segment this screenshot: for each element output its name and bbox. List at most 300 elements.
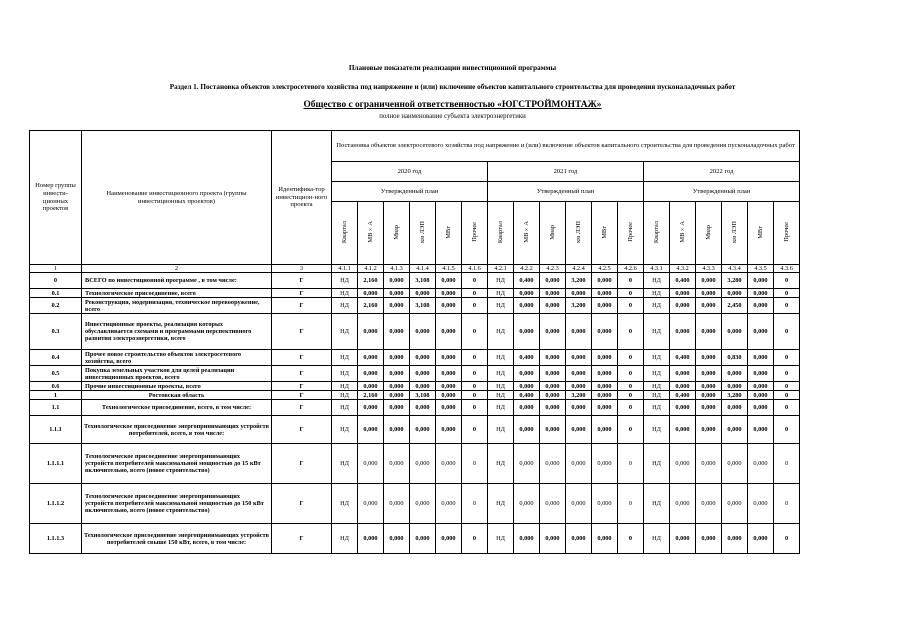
value-cell: 0: [618, 444, 644, 484]
value-cell: 3,280: [722, 273, 748, 289]
value-cell: 0,000: [514, 289, 540, 298]
value-cell: 0,000: [384, 524, 410, 554]
value-cell: 0,000: [410, 366, 436, 382]
value-cell: 0,000: [384, 416, 410, 444]
value-cell: 0,000: [436, 273, 462, 289]
index-cell: 4.3.2: [670, 265, 696, 273]
value-cell: 0,000: [722, 484, 748, 524]
value-cell: 0,000: [670, 289, 696, 298]
row-id: Г: [272, 484, 332, 524]
value-cell: НД: [644, 289, 670, 298]
row-number: 0.2: [30, 298, 82, 314]
index-cell: 4.2.6: [618, 265, 644, 273]
value-cell: 2,160: [358, 273, 384, 289]
value-cell: 2,450: [722, 298, 748, 314]
row-name: Технологическое присоединение энергопринимающих устройств потребителей, всего, в том числе:: [82, 416, 272, 444]
value-cell: 0,000: [384, 400, 410, 416]
row-id: Г: [272, 524, 332, 554]
value-cell: 0,000: [670, 416, 696, 444]
row-id: Г: [272, 314, 332, 350]
value-cell: 0: [462, 484, 488, 524]
value-cell: 0,000: [436, 444, 462, 484]
subheader-cell: [462, 202, 488, 265]
row-id: Г: [272, 298, 332, 314]
value-cell: 0,000: [566, 382, 592, 391]
value-cell: 3,108: [410, 273, 436, 289]
value-cell: 0,000: [358, 350, 384, 366]
value-cell: 0,400: [670, 273, 696, 289]
value-cell: НД: [488, 391, 514, 400]
row-id: Г: [272, 444, 332, 484]
value-cell: НД: [488, 416, 514, 444]
value-cell: НД: [332, 289, 358, 298]
value-cell: 0,000: [696, 400, 722, 416]
value-cell: 0,000: [410, 484, 436, 524]
value-cell: 0: [462, 273, 488, 289]
value-cell: НД: [644, 350, 670, 366]
value-cell: 0,000: [748, 382, 774, 391]
value-cell: 0,000: [748, 350, 774, 366]
value-cell: 0,000: [410, 444, 436, 484]
row-name: Технологическое присоединение энергопринимающих устройств потребителей максимальной мощностью до 150 кВт включительно, всего (новое строительство): [82, 484, 272, 524]
value-cell: 0,000: [592, 273, 618, 289]
value-cell: 0: [618, 350, 644, 366]
table-row: [30, 298, 800, 314]
index-cell: 4.2.1: [488, 265, 514, 273]
value-cell: НД: [644, 524, 670, 554]
row-name: Технологическое присоединение энергопринимающих устройств потребителей свыше 150 кВт, всего, в том числе:: [82, 524, 272, 554]
value-cell: 0,000: [436, 314, 462, 350]
value-cell: 0,000: [722, 314, 748, 350]
row-number: 1.1.1: [30, 416, 82, 444]
subheader-cell: [488, 202, 514, 265]
subheader-label: МВ×А: [678, 221, 686, 243]
value-cell: 0,000: [410, 382, 436, 391]
value-cell: 0,000: [592, 484, 618, 524]
subheader-label: Квартал: [652, 220, 660, 243]
index-cell: 4.3.6: [774, 265, 800, 273]
value-cell: 0,000: [566, 350, 592, 366]
value-cell: 0,000: [592, 298, 618, 314]
subheader-cell: [670, 202, 696, 265]
value-cell: НД: [644, 382, 670, 391]
value-cell: 0,000: [358, 289, 384, 298]
value-cell: 3,108: [410, 391, 436, 400]
value-cell: 0: [774, 298, 800, 314]
index-cell: 4.2.5: [592, 265, 618, 273]
row-name: Технологическое присоединение, всего: [82, 289, 272, 298]
value-cell: 0,000: [540, 416, 566, 444]
index-cell: 4.2.2: [514, 265, 540, 273]
subheader-cell: [774, 202, 800, 265]
row-number: 0.4: [30, 350, 82, 366]
value-cell: 0: [462, 444, 488, 484]
value-cell: НД: [332, 350, 358, 366]
value-cell: 0,000: [436, 391, 462, 400]
value-cell: НД: [332, 366, 358, 382]
value-cell: НД: [644, 400, 670, 416]
value-cell: 0,000: [514, 314, 540, 350]
value-cell: НД: [488, 314, 514, 350]
value-cell: 3,108: [410, 298, 436, 314]
value-cell: НД: [644, 391, 670, 400]
header-year-2020: 2020 год: [332, 162, 488, 182]
value-cell: 0,000: [436, 416, 462, 444]
value-cell: 0,000: [696, 391, 722, 400]
row-id: Г: [272, 273, 332, 289]
value-cell: 2,160: [358, 298, 384, 314]
value-cell: 0: [618, 273, 644, 289]
value-cell: 0,000: [436, 298, 462, 314]
row-id: Г: [272, 416, 332, 444]
value-cell: 0,000: [540, 366, 566, 382]
value-cell: 0: [618, 524, 644, 554]
subheader-cell: [332, 202, 358, 265]
header-year-2021: 2021 год: [488, 162, 644, 182]
value-cell: 0,000: [514, 298, 540, 314]
value-cell: 0,000: [696, 484, 722, 524]
row-number: 1: [30, 391, 82, 400]
value-cell: 0,000: [566, 416, 592, 444]
row-name: ВСЕГО по инвестиционной программе , в том числе:: [82, 273, 272, 289]
index-cell: 4.3.5: [748, 265, 774, 273]
value-cell: 0: [774, 391, 800, 400]
value-cell: 0,000: [358, 484, 384, 524]
subheader-label: МВт: [600, 225, 608, 239]
company-caption: полное наименование субъекта электроэнергетики: [379, 113, 526, 120]
index-cell: 4.2.4: [566, 265, 592, 273]
row-name: Прочее новое строительство объектов электросетевого хозяйства, всего: [82, 350, 272, 366]
value-cell: 0,000: [592, 400, 618, 416]
value-cell: 0,000: [592, 444, 618, 484]
value-cell: 0: [774, 524, 800, 554]
subheader-label: км ЛЭП: [418, 220, 426, 243]
row-name: Технологическое присоединение энергопринимающих устройств потребителей максимальной мощностью до 15 кВт включительно, всего (новое строительство): [82, 444, 272, 484]
value-cell: 0,000: [722, 289, 748, 298]
value-cell: НД: [332, 298, 358, 314]
header-plan-2021: Утвержденный план: [488, 182, 644, 202]
value-cell: 0,000: [540, 382, 566, 391]
subheader-label: МВ×А: [366, 221, 374, 243]
subheader-cell: [696, 202, 722, 265]
header-main-title: Постановка объектов электросетевого хозяйства под напряжение и (или) включение объектов капитального строительства для проведения пусконаладочных работ: [332, 131, 800, 162]
subheader-label: км ЛЭП: [730, 220, 738, 243]
value-cell: 0,000: [696, 382, 722, 391]
subheader-cell: [722, 202, 748, 265]
value-cell: НД: [488, 524, 514, 554]
value-cell: НД: [644, 314, 670, 350]
value-cell: 0,400: [670, 391, 696, 400]
index-cell: 4.1.2: [358, 265, 384, 273]
value-cell: 0,000: [696, 366, 722, 382]
value-cell: 0: [462, 391, 488, 400]
value-cell: 0,000: [592, 350, 618, 366]
value-cell: НД: [488, 400, 514, 416]
value-cell: 0,000: [670, 382, 696, 391]
value-cell: 0,000: [566, 314, 592, 350]
value-cell: 0,830: [722, 350, 748, 366]
header-project-id: Идентифика-тор инвестицион-ного проекта: [272, 131, 332, 265]
value-cell: 0,000: [410, 350, 436, 366]
subheader-cell: [592, 202, 618, 265]
value-cell: 0,000: [384, 350, 410, 366]
value-cell: 0,000: [748, 314, 774, 350]
value-cell: 0,000: [384, 382, 410, 391]
value-cell: 0,000: [540, 524, 566, 554]
value-cell: 0,000: [384, 298, 410, 314]
value-cell: 0,000: [384, 366, 410, 382]
subheader-label: Мвар: [392, 224, 400, 240]
investment-table: [29, 130, 800, 554]
value-cell: 0,000: [384, 391, 410, 400]
row-name: Ростовская область: [82, 391, 272, 400]
value-cell: 0,000: [540, 400, 566, 416]
value-cell: 0,000: [514, 400, 540, 416]
row-name: Инвестиционные проекты, реализация которых обуславливается схемами и программами перспективного развития электроэнергетики, всего: [82, 314, 272, 350]
value-cell: 0,000: [410, 314, 436, 350]
section-title: Раздел 1. Постановка объектов электросетевого хозяйства под напряжение и (или) включение объектов капитального строительства для проведения пусконаладочных работ: [169, 83, 736, 91]
row-number: 1.1: [30, 400, 82, 416]
value-cell: 0: [618, 400, 644, 416]
subheader-cell: [410, 202, 436, 265]
value-cell: 0,000: [748, 298, 774, 314]
value-cell: НД: [488, 444, 514, 484]
value-cell: 0: [618, 298, 644, 314]
value-cell: 0,000: [358, 382, 384, 391]
value-cell: 0,000: [436, 524, 462, 554]
subheader-label: Мвар: [704, 224, 712, 240]
value-cell: 0,000: [748, 366, 774, 382]
value-cell: 0,000: [592, 366, 618, 382]
value-cell: НД: [332, 391, 358, 400]
program-title: Плановые показатели реализации инвестиционной программы: [348, 64, 557, 72]
table-row: [30, 314, 800, 350]
value-cell: 0: [774, 416, 800, 444]
subheader-label: Прочее: [782, 222, 790, 242]
subheader-cell: [436, 202, 462, 265]
value-cell: 0,400: [514, 350, 540, 366]
index-cell: 1: [30, 265, 82, 273]
subheader-label: Прочее: [626, 222, 634, 242]
value-cell: 0: [462, 289, 488, 298]
value-cell: 0,000: [540, 273, 566, 289]
index-cell: 3: [272, 265, 332, 273]
value-cell: 0: [774, 289, 800, 298]
value-cell: НД: [644, 366, 670, 382]
value-cell: 0,000: [670, 484, 696, 524]
row-number: 1.1.1.1: [30, 444, 82, 484]
value-cell: 0: [618, 391, 644, 400]
value-cell: 0: [774, 382, 800, 391]
index-cell: 4.1.1: [332, 265, 358, 273]
value-cell: 0,000: [592, 382, 618, 391]
index-cell: 4.1.3: [384, 265, 410, 273]
value-cell: 0,000: [358, 314, 384, 350]
index-cell: 4.1.5: [436, 265, 462, 273]
value-cell: 0: [774, 273, 800, 289]
value-cell: 0,000: [566, 366, 592, 382]
table-row: [30, 350, 800, 366]
row-name: Покупка земельных участков для целей реализации инвестиционных проектов, всего: [82, 366, 272, 382]
value-cell: 0,000: [670, 444, 696, 484]
header-project-name: Наименование инвестиционного проекта (группы инвестиционных проектов): [82, 131, 272, 265]
value-cell: НД: [332, 400, 358, 416]
value-cell: 0: [618, 366, 644, 382]
value-cell: 0,000: [696, 314, 722, 350]
row-name: Технологическое присоединение, всего, в том числе:: [82, 400, 272, 416]
subheader-cell: [358, 202, 384, 265]
value-cell: 0: [462, 298, 488, 314]
value-cell: 0,000: [696, 298, 722, 314]
header-plan-2022: Утвержденный план: [644, 182, 800, 202]
value-cell: 0: [618, 484, 644, 524]
value-cell: 3,280: [722, 391, 748, 400]
subheader-label: Прочее: [470, 222, 478, 242]
table-row: [30, 289, 800, 298]
index-cell: 4.2.3: [540, 265, 566, 273]
row-id: Г: [272, 400, 332, 416]
value-cell: 0,000: [514, 524, 540, 554]
value-cell: НД: [332, 273, 358, 289]
value-cell: 0,000: [670, 400, 696, 416]
value-cell: 0,000: [566, 400, 592, 416]
value-cell: 0,000: [748, 391, 774, 400]
value-cell: 0,000: [748, 484, 774, 524]
value-cell: 0,000: [514, 366, 540, 382]
value-cell: 0,000: [358, 366, 384, 382]
value-cell: НД: [332, 416, 358, 444]
value-cell: 0: [774, 314, 800, 350]
row-id: Г: [272, 350, 332, 366]
value-cell: 0,000: [540, 298, 566, 314]
header-year-2022: 2022 год: [644, 162, 800, 182]
table-row: [30, 444, 800, 484]
value-cell: 0,000: [436, 484, 462, 524]
table-row: [30, 400, 800, 416]
value-cell: 0: [462, 400, 488, 416]
value-cell: 0,000: [410, 524, 436, 554]
value-cell: 0: [774, 366, 800, 382]
row-name: Прочие инвестиционные проекты, всего: [82, 382, 272, 391]
value-cell: 0,000: [696, 289, 722, 298]
value-cell: 0,000: [748, 400, 774, 416]
value-cell: 3,200: [566, 273, 592, 289]
value-cell: 0,000: [436, 289, 462, 298]
value-cell: 3,200: [566, 391, 592, 400]
value-cell: НД: [644, 416, 670, 444]
value-cell: 0,000: [592, 416, 618, 444]
value-cell: 0,400: [514, 391, 540, 400]
value-cell: 0,000: [514, 484, 540, 524]
value-cell: 0: [618, 416, 644, 444]
value-cell: 0: [462, 366, 488, 382]
subheader-label: Мвар: [548, 224, 556, 240]
row-number: 0: [30, 273, 82, 289]
subheader-cell: [514, 202, 540, 265]
value-cell: 0: [618, 382, 644, 391]
value-cell: НД: [488, 289, 514, 298]
value-cell: 0,000: [748, 273, 774, 289]
value-cell: 0,000: [540, 314, 566, 350]
row-id: Г: [272, 382, 332, 391]
header-plan-2020: Утвержденный план: [332, 182, 488, 202]
value-cell: 0,000: [592, 391, 618, 400]
index-cell: 4.3.4: [722, 265, 748, 273]
value-cell: 0,000: [540, 289, 566, 298]
value-cell: 0,000: [748, 289, 774, 298]
table-row: [30, 416, 800, 444]
value-cell: 0: [462, 524, 488, 554]
index-cell: 2: [82, 265, 272, 273]
value-cell: 0,000: [540, 350, 566, 366]
table-row: [30, 524, 800, 554]
value-cell: НД: [644, 484, 670, 524]
row-number: 1.1.1.2: [30, 484, 82, 524]
value-cell: 0: [774, 444, 800, 484]
value-cell: 0,000: [514, 444, 540, 484]
value-cell: 0,000: [566, 289, 592, 298]
value-cell: 0,000: [358, 416, 384, 444]
value-cell: 0,000: [436, 350, 462, 366]
value-cell: НД: [332, 314, 358, 350]
value-cell: 3,200: [566, 298, 592, 314]
value-cell: 0,000: [696, 350, 722, 366]
value-cell: НД: [644, 444, 670, 484]
table-row: [30, 366, 800, 382]
value-cell: 0,000: [696, 444, 722, 484]
subheader-label: км ЛЭП: [574, 220, 582, 243]
value-cell: 0: [618, 314, 644, 350]
row-id: Г: [272, 289, 332, 298]
row-number: 1.1.1.3: [30, 524, 82, 554]
value-cell: 0,000: [540, 484, 566, 524]
value-cell: НД: [488, 350, 514, 366]
subheader-label: МВт: [756, 225, 764, 239]
value-cell: 0,000: [514, 382, 540, 391]
row-number: 0.1: [30, 289, 82, 298]
value-cell: НД: [332, 524, 358, 554]
value-cell: 0,000: [722, 382, 748, 391]
subheader-label: МВ×А: [522, 221, 530, 243]
subheader-cell: [618, 202, 644, 265]
value-cell: НД: [488, 382, 514, 391]
row-id: Г: [272, 366, 332, 382]
value-cell: 0,000: [748, 444, 774, 484]
value-cell: НД: [332, 382, 358, 391]
value-cell: 0,000: [384, 273, 410, 289]
value-cell: 0: [462, 416, 488, 444]
value-cell: 0,000: [410, 289, 436, 298]
value-cell: 0,000: [722, 366, 748, 382]
value-cell: 0: [462, 382, 488, 391]
table-row: [30, 382, 800, 391]
value-cell: 0,000: [358, 524, 384, 554]
value-cell: 0,000: [358, 400, 384, 416]
value-cell: 0,000: [540, 444, 566, 484]
value-cell: 0: [774, 350, 800, 366]
row-id: Г: [272, 391, 332, 400]
value-cell: 0,000: [748, 416, 774, 444]
index-cell: 4.3.1: [644, 265, 670, 273]
table-row: [30, 391, 800, 400]
value-cell: 0,000: [748, 524, 774, 554]
value-cell: 0,000: [384, 444, 410, 484]
value-cell: 0,000: [670, 298, 696, 314]
value-cell: 0: [774, 400, 800, 416]
value-cell: 0,000: [696, 273, 722, 289]
value-cell: 0,000: [436, 400, 462, 416]
value-cell: 0,000: [670, 314, 696, 350]
